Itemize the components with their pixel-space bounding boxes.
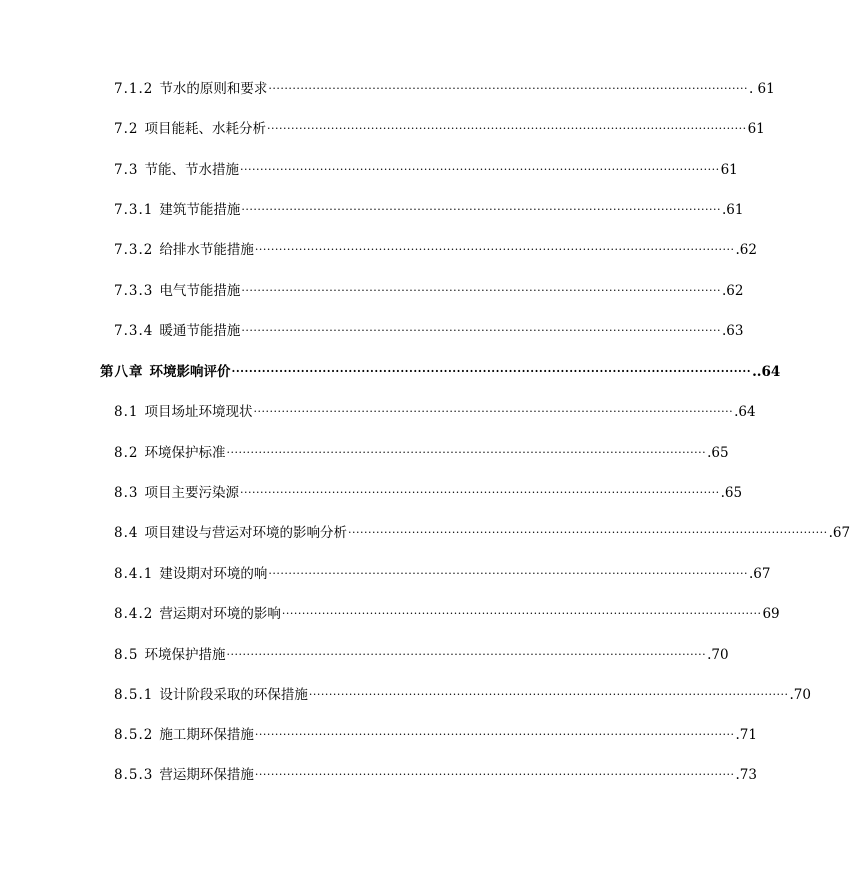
toc-entry-page: .61	[721, 202, 744, 218]
toc-entry-7-3-4[interactable]	[114, 320, 744, 342]
toc-entry-title: 环境保护标准	[144, 445, 226, 461]
toc-entry-number: 8.3	[114, 485, 139, 501]
toc-entry-number: 7.2	[114, 121, 139, 137]
toc-entry-title: 电气节能措施	[159, 283, 241, 299]
toc-entry-page: .62	[735, 242, 757, 258]
toc-entry-title: 项目主要污染源	[144, 485, 239, 501]
toc-entry-number: 7.3.3	[114, 283, 154, 299]
toc-entry-number: 8.4.1	[114, 566, 154, 582]
toc-leader-dots: ························································································································	[239, 163, 720, 176]
toc-entry-title: 项目能耗、水耗分析	[144, 121, 266, 137]
toc-entry-7-3-1[interactable]	[114, 199, 744, 221]
toc-entry-page: .73	[735, 767, 757, 783]
toc-entry-page: .64	[734, 404, 756, 420]
toc-entry-number: 7.3.2	[114, 242, 154, 258]
toc-entry-8-1[interactable]	[114, 401, 756, 423]
toc-entry-page: .70	[707, 647, 729, 663]
toc-entry-number: 8.1	[114, 404, 139, 420]
toc-entry-8-2[interactable]	[114, 442, 729, 464]
toc-entry-page: .63	[721, 323, 744, 339]
toc-entry-page: .67	[748, 566, 771, 582]
toc-leader-dots: ························································································································	[241, 284, 721, 297]
toc-leader-dots: ························································································································	[347, 526, 828, 539]
toc-entry-number: 8.5.3	[114, 767, 154, 783]
toc-entry-8-5-3[interactable]	[114, 764, 757, 786]
toc-entry-title: 营运期对环境的影响	[159, 606, 281, 622]
toc-entry-title: 项目场址环境现状	[144, 404, 253, 420]
toc-entry-8-3[interactable]	[114, 482, 743, 504]
toc-entry-8-5-2[interactable]	[114, 724, 757, 746]
toc-entry-7-2[interactable]	[114, 118, 765, 140]
toc-entry-page: 69	[762, 606, 780, 622]
toc-entry-number: 7.3	[114, 162, 139, 178]
toc-entry-title: 给排水节能措施	[159, 242, 254, 258]
toc-entry-7-3[interactable]	[114, 159, 738, 181]
toc-entry-title: 节水的原则和要求	[159, 81, 268, 97]
toc-entry-number: 8.4	[114, 525, 139, 541]
toc-entry-number: 8.5	[114, 647, 139, 663]
toc-entry-number: 第八章	[100, 364, 144, 380]
toc-entry-title: 项目建设与营运对环境的影响分析	[144, 525, 347, 541]
toc-entry-page: 61	[720, 162, 738, 178]
toc-entry-number: 7.3.4	[114, 323, 154, 339]
toc-leader-dots: ························································································································	[268, 82, 748, 95]
toc-leader-dots: ························································································································	[268, 567, 748, 580]
toc-entry-page: .67	[828, 525, 850, 541]
toc-entry-page: .65	[720, 485, 743, 501]
toc-entry-number: 8.5.2	[114, 727, 154, 743]
toc-entry-title: 设计阶段采取的环保措施	[159, 687, 308, 703]
toc-entry-chapter-8[interactable]	[100, 361, 781, 383]
toc-entry-title: 环境影响评价	[149, 364, 231, 380]
toc-leader-dots: ························································································································	[253, 405, 734, 418]
toc-entry-8-4[interactable]	[114, 522, 850, 544]
toc-leader-dots: ························································································································	[281, 607, 762, 620]
toc-leader-dots: ························································································································	[308, 688, 789, 701]
toc-entry-page: ..64	[752, 364, 781, 380]
toc-entry-page: .65	[707, 445, 729, 461]
toc-entry-title: 环境保护措施	[144, 647, 226, 663]
toc-entry-7-3-2[interactable]	[114, 239, 757, 261]
toc-leader-dots: ························································································································	[231, 365, 752, 378]
toc-entry-page: .71	[735, 727, 757, 743]
toc-entry-title: 建设期对环境的响	[159, 566, 268, 582]
toc-entry-page: .62	[721, 283, 744, 299]
toc-entry-title: 节能、节水措施	[144, 162, 239, 178]
toc-entry-number: 7.3.1	[114, 202, 154, 218]
toc-entry-title: 营运期环保措施	[159, 767, 254, 783]
toc-leader-dots: ························································································································	[254, 243, 735, 256]
toc-leader-dots: ························································································································	[254, 768, 735, 781]
toc-entry-page: 61	[747, 121, 765, 137]
toc-entry-7-1-2[interactable]	[114, 78, 775, 100]
toc-leader-dots: ························································································································	[226, 648, 707, 661]
toc-entry-title: 暖通节能措施	[159, 323, 241, 339]
toc-entry-8-4-1[interactable]	[114, 563, 771, 585]
toc-entry-title: 建筑节能措施	[159, 202, 241, 218]
toc-entry-8-4-2[interactable]	[114, 603, 780, 625]
toc-leader-dots: ························································································································	[254, 728, 735, 741]
toc-leader-dots: ························································································································	[226, 446, 707, 459]
toc-entry-8-5[interactable]	[114, 644, 729, 666]
toc-entry-8-5-1[interactable]	[114, 684, 811, 706]
toc-leader-dots: ························································································································	[239, 486, 720, 499]
toc-leader-dots: ························································································································	[241, 203, 721, 216]
toc-entry-page: .70	[789, 687, 811, 703]
toc-entry-number: 8.5.1	[114, 687, 154, 703]
toc-entry-7-3-3[interactable]	[114, 280, 744, 302]
toc-leader-dots: ························································································································	[266, 122, 747, 135]
toc-entry-number: 7.1.2	[114, 81, 154, 97]
toc-entry-number: 8.4.2	[114, 606, 154, 622]
toc-entry-page: . 61	[748, 81, 775, 97]
toc-leader-dots: ························································································································	[241, 324, 721, 337]
toc-entry-title: 施工期环保措施	[159, 727, 254, 743]
toc-entry-number: 8.2	[114, 445, 139, 461]
